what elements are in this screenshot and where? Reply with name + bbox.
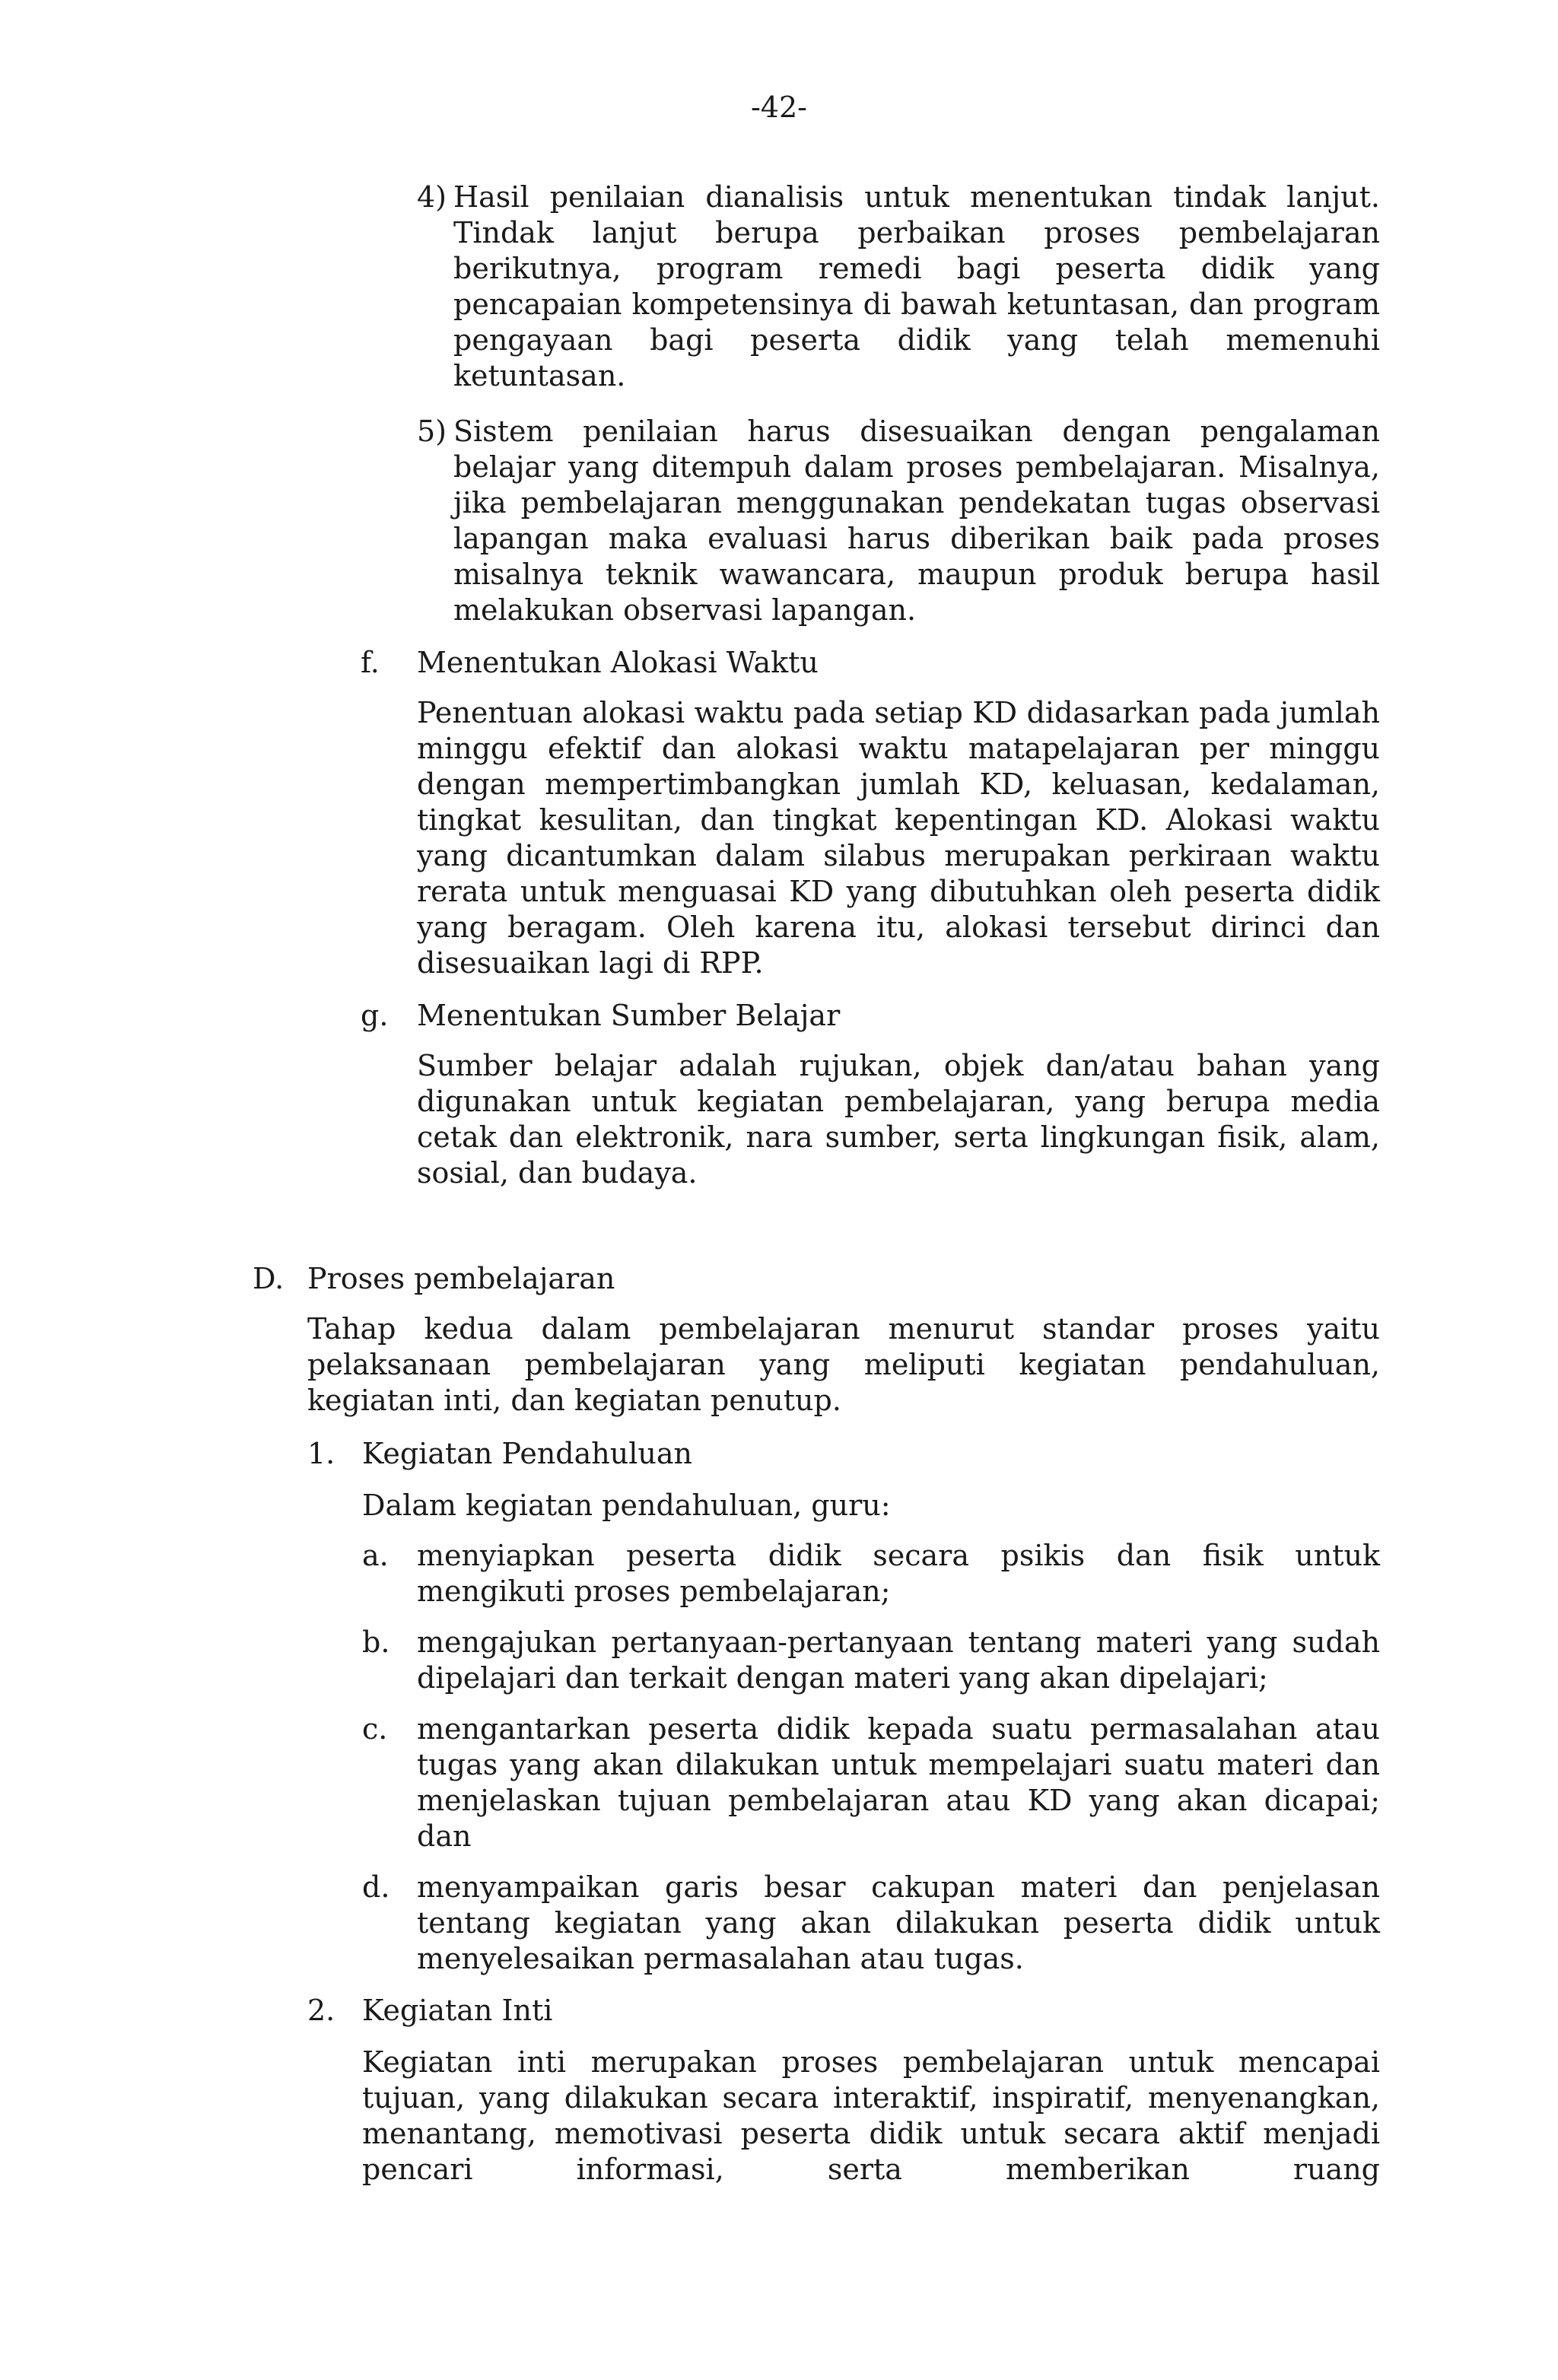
section-g-body: Sumber belajar adalah rujukan, objek dan/atau bahan yang digunakan untuk kegiatan pembelajaran, yang berupa media cetak dan elektronik, nara sumber, serta lingkungan fisik, alam, sosial, dan budaya. bbox=[417, 1049, 1380, 1190]
page-number: -42- bbox=[750, 91, 808, 124]
section-heading: Proses pembelajaran bbox=[307, 1262, 615, 1295]
section-label: g. bbox=[361, 999, 389, 1032]
subsection-label: 1. bbox=[307, 1437, 335, 1470]
list-item-text: Hasil penilaian dianalisis untuk menentukan tindak lanjut. Tindak lanjut berupa perbaikan proses pembelajaran berikutnya, program remedi bagi peserta didik yang pencapaian kompetensinya di bawah ketuntasan, dan program pengayaan bagi peserta didik yang telah memenuhi ketuntasan. bbox=[453, 180, 1380, 392]
list-item-label: 4) bbox=[417, 180, 447, 214]
section-heading: Menentukan Sumber Belajar bbox=[417, 999, 841, 1032]
subsection-heading: Kegiatan Inti bbox=[362, 1994, 553, 2027]
section-label: D. bbox=[253, 1262, 285, 1295]
subsection-1-intro: Dalam kegiatan pendahuluan, guru: bbox=[362, 1489, 891, 1522]
subsection-2-body: Kegiatan inti merupakan proses pembelajaran untuk mencapai tujuan, yang dilakukan secara interaktif, inspiratif, menyenangkan, menantang, memotivasi peserta didik untuk secara aktif menjadi pencari informasi, serta memberikan ruang bbox=[362, 2045, 1380, 2186]
list-item-label: d. bbox=[362, 1870, 390, 1904]
section-d-body: Tahap kedua dalam pembelajaran menurut standar proses yaitu pelaksanaan pembelajaran yang meliputi kegiatan pendahuluan, kegiatan inti, dan kegiatan penutup. bbox=[307, 1312, 1380, 1417]
subsection-label: 2. bbox=[307, 1994, 335, 2027]
list-item-text: menyampaikan garis besar cakupan materi dan penjelasan tentang kegiatan yang akan dilakukan peserta didik untuk menyelesaikan permasalahan atau tugas. bbox=[417, 1870, 1380, 1975]
list-item-label: 5) bbox=[417, 415, 447, 448]
section-label: f. bbox=[361, 646, 380, 679]
subsection-heading: Kegiatan Pendahuluan bbox=[362, 1437, 692, 1470]
list-item-text: mengajukan pertanyaan-pertanyaan tentang materi yang sudah dipelajari dan terkait dengan materi yang akan dipelajari; bbox=[417, 1625, 1380, 1695]
list-item-text: Sistem penilaian harus disesuaikan dengan pengalaman belajar yang ditempuh dalam proses pembelajaran. Misalnya, jika pembelajaran menggunakan pendekatan tugas observasi lapangan maka evaluasi harus diberikan baik pada proses misalnya teknik wawancara, maupun produk berupa hasil melakukan observasi lapangan. bbox=[453, 415, 1380, 627]
section-heading: Menentukan Alokasi Waktu bbox=[417, 646, 819, 679]
list-item-text: menyiapkan peserta didik secara psikis dan fisik untuk mengikuti proses pembelajaran; bbox=[417, 1539, 1380, 1608]
list-item-text: mengantarkan peserta didik kepada suatu permasalahan atau tugas yang akan dilakukan untuk mempelajari suatu materi dan menjelaskan tujuan pembelajaran atau KD yang akan dicapai; dan bbox=[417, 1712, 1380, 1853]
list-item-label: a. bbox=[362, 1539, 389, 1572]
section-f-body: Penentuan alokasi waktu pada setiap KD didasarkan pada jumlah minggu efektif dan alokasi waktu matapelajaran per minggu dengan mempertimbangkan jumlah KD, keluasan, kedalaman, tingkat kesulitan, dan tingkat kepentingan KD. Alokasi waktu yang dicantumkan dalam silabus merupakan perkiraan waktu rerata untuk menguasai KD yang dibutuhkan oleh peserta didik yang beragam. Oleh karena itu, alokasi tersebut dirinci dan disesuaikan lagi di RPP. bbox=[417, 696, 1380, 980]
list-item-label: c. bbox=[362, 1712, 388, 1746]
list-item-label: b. bbox=[362, 1625, 390, 1659]
